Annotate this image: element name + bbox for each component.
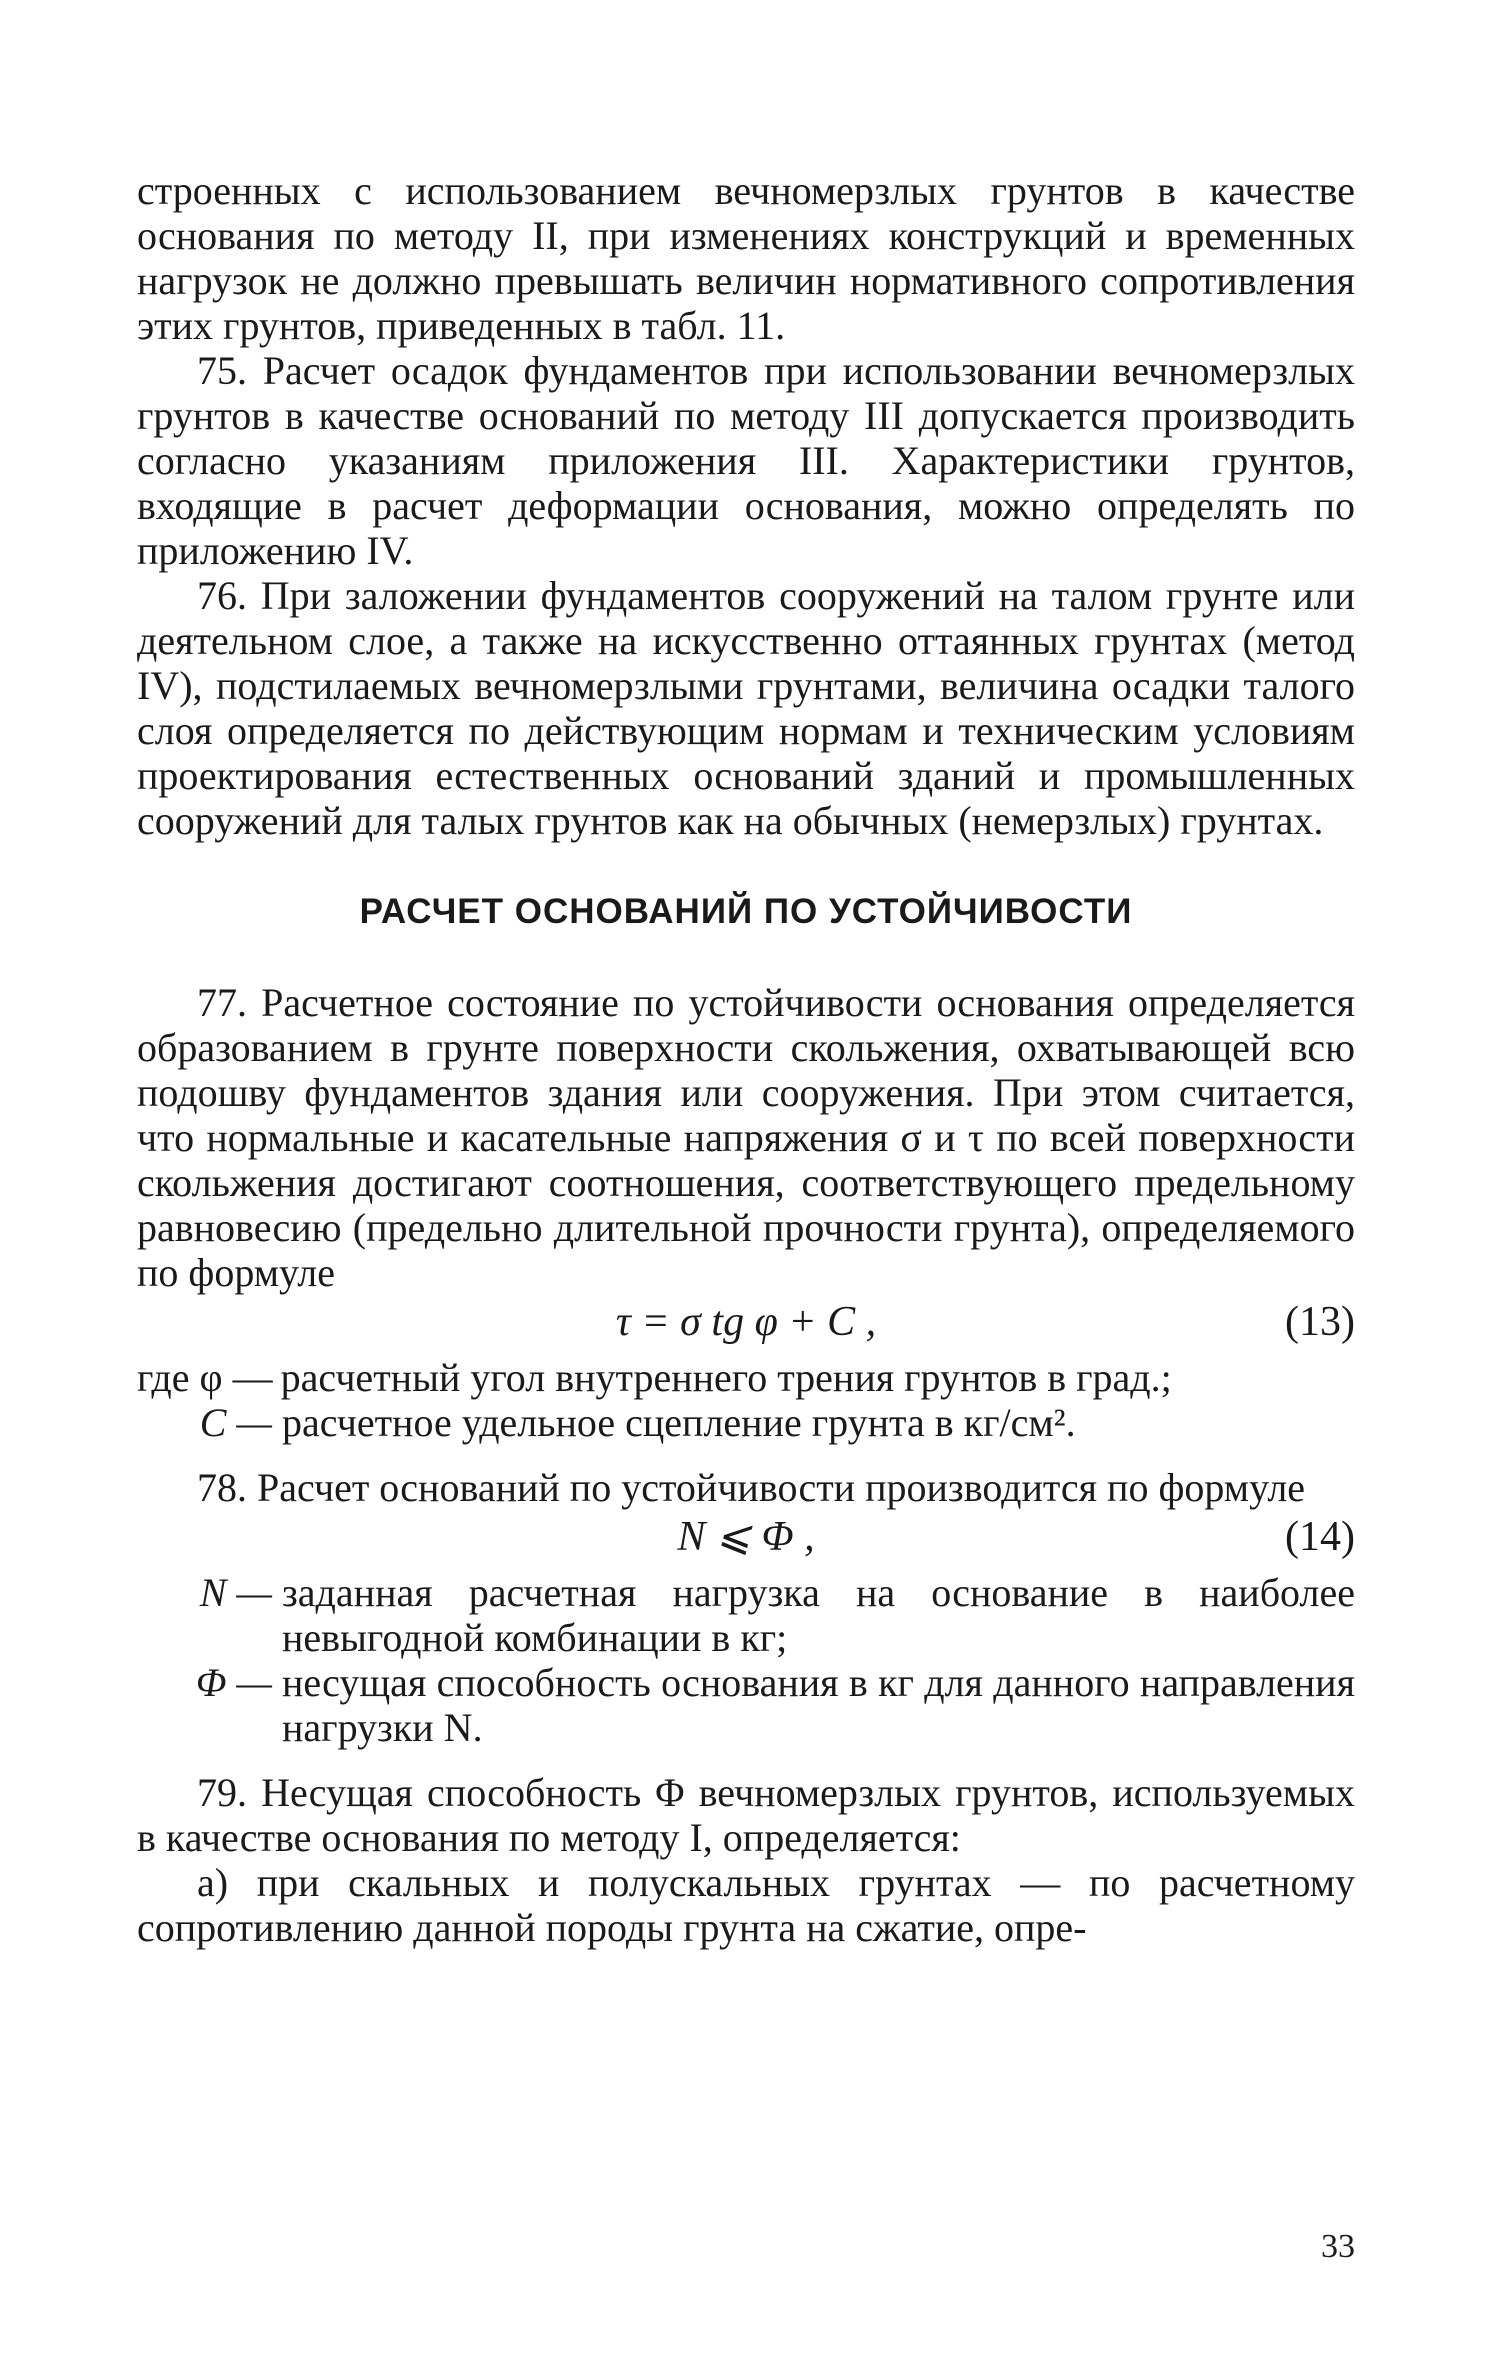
paragraph-78: 78. Расчет оснований по устойчивости производится по формуле bbox=[197, 1465, 1306, 1510]
paragraph-continuation: строенных с использованием вечномерзлых грунтов в качестве основания по методу II, при изменениях конструкций и временных нагрузок не должно превышать величин нормативного сопротивления этих грунтов, приведенных в табл. 11. bbox=[137, 168, 1355, 348]
page-number: 33 bbox=[1321, 2228, 1355, 2265]
section-heading: РАСЧЕТ ОСНОВАНИЙ ПО УСТОЙЧИВОСТИ bbox=[359, 892, 1133, 931]
definition-phi bbox=[137, 1355, 1355, 1400]
paragraph-79a: а) при скальных и полускальных грунтах — по расчетному сопротивлению данной породы грунта на сжатие, опре- bbox=[137, 1860, 1355, 1950]
formula-14 bbox=[137, 1510, 1355, 1564]
formula-13-definitions bbox=[137, 1355, 1355, 1445]
definition-text: расчетное удельное сцепление грунта в кг/см². bbox=[282, 1400, 1076, 1445]
formula-13 bbox=[137, 1295, 1355, 1349]
definition-text: несущая способность основания в кг для данного направления нагрузки N. bbox=[282, 1660, 1355, 1750]
definition-symbol: N — bbox=[199, 1570, 272, 1615]
definition-text: расчетный угол внутреннего трения грунтов в град.; bbox=[280, 1355, 1172, 1400]
formula-14-expression: N ⩽ Φ , bbox=[677, 1514, 815, 1560]
definition-phi-capacity bbox=[137, 1660, 1355, 1750]
paragraph-77: 77. Расчетное состояние по устойчивости основания определяется образованием в грунте поверхности скольжения, охватывающей всю подошву фундаментов здания или сооружения. При этом считается, что нормальные и касательные напряжения σ и τ по всей поверхности скольжения достигают соотношения, соответствующего предельному равновесию (предельно длительной прочности грунта), определяемого по формуле bbox=[137, 980, 1355, 1295]
formula-14-definitions bbox=[137, 1570, 1355, 1750]
definition-c bbox=[137, 1400, 1355, 1445]
definition-symbol: C — bbox=[199, 1400, 272, 1445]
formula-13-expression: τ = σ tg φ + C , bbox=[615, 1299, 877, 1345]
definition-symbol: Φ — bbox=[195, 1660, 272, 1705]
definition-symbol: где φ — bbox=[137, 1355, 273, 1400]
paragraph-75: 75. Расчет осадок фундаментов при использовании вечномерзлых грунтов в качестве оснований по методу III допускается производить согласно указаниям приложения III. Характеристики грунтов, входящие в расчет деформации основания, можно определять по приложению IV. bbox=[137, 348, 1355, 573]
formula-14-number: (14) bbox=[1285, 1514, 1355, 1560]
definition-n bbox=[137, 1570, 1355, 1660]
formula-13-number: (13) bbox=[1285, 1299, 1355, 1345]
page-content bbox=[137, 168, 1355, 1950]
paragraph-76: 76. При заложении фундаментов сооружений на талом грунте или деятельном слое, а также на искусственно оттаянных грунтах (метод IV), подстилаемых вечномерзлыми грунтами, величина осадки талого слоя определяется по действующим нормам и техническим условиям проектирования естественных оснований зданий и промышленных сооружений для талых грунтов как на обычных (немерзлых) грунтах. bbox=[137, 573, 1355, 843]
definition-text: заданная расчетная нагрузка на основание в наиболее невыгодной комбинации в кг; bbox=[282, 1570, 1355, 1660]
paragraph-79: 79. Несущая способность Φ вечномерзлых грунтов, используемых в качестве основания по методу I, определяется: bbox=[137, 1770, 1355, 1860]
